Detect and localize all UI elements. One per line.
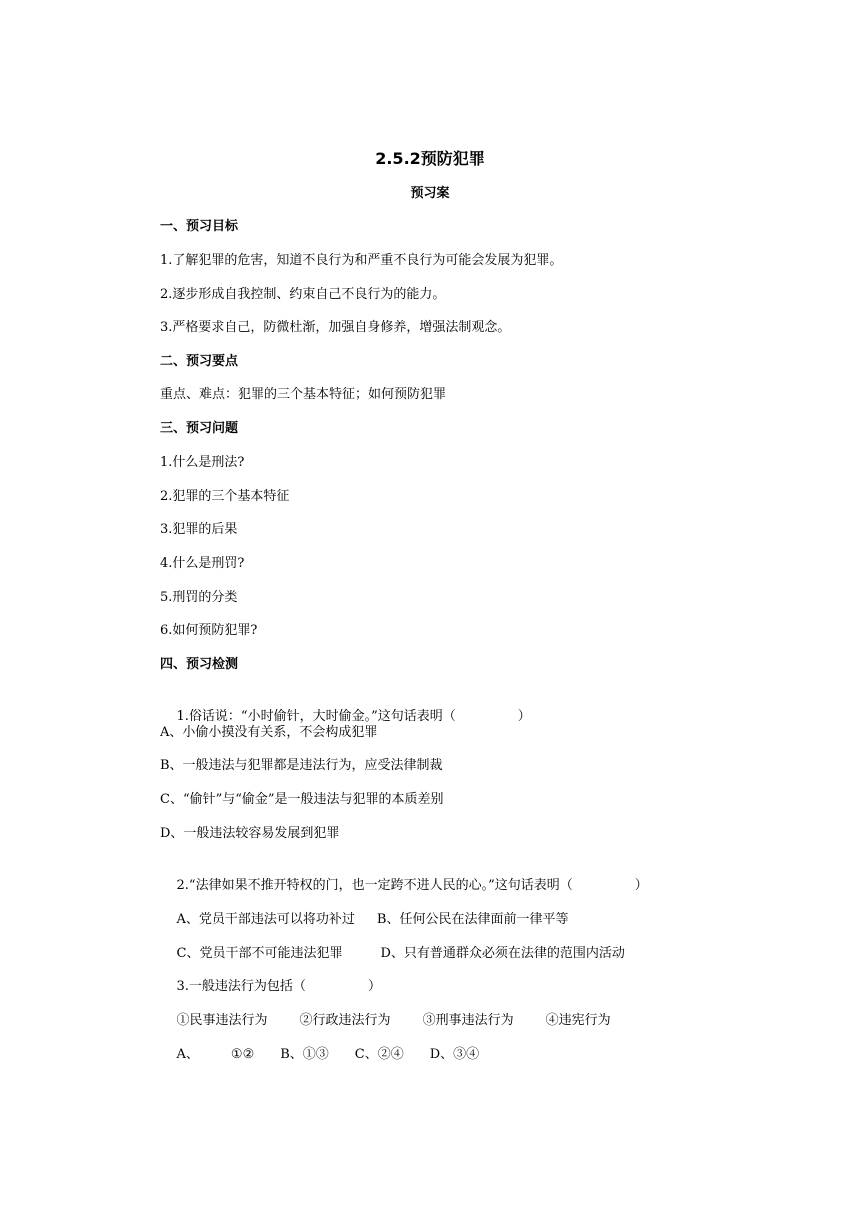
question-item: 2.犯罪的三个基本特征 xyxy=(160,489,290,504)
answer-option: A、 xyxy=(176,1047,199,1062)
answer-option: D、只有普通群众必须在法律的范围内活动 xyxy=(380,946,625,961)
section-heading-questions: 三、预习问题 xyxy=(160,421,239,436)
answer-option: B、一般违法与犯罪都是违法行为，应受法律制裁 xyxy=(160,758,443,773)
answer-option: A、党员干部违法可以将功补过 xyxy=(176,912,355,927)
question-item: 1.什么是刑法? xyxy=(160,455,245,470)
goal-item: 3.严格要求自己，防微杜渐，加强自身修养，增强法制观念。 xyxy=(160,320,511,335)
question-item: 4.什么是刑罚? xyxy=(160,556,245,571)
question-stem: 2.“法律如果不推开特权的门，也一定跨不进人民的心。”这句话表明（ xyxy=(176,878,573,893)
goal-item: 1.了解犯罪的危害，知道不良行为和严重不良行为可能会发展为犯罪。 xyxy=(160,253,563,268)
answer-option: D、一般违法较容易发展到犯罪 xyxy=(160,826,340,841)
answer-option: C、②④ xyxy=(354,1047,404,1062)
section-heading-goals: 一、预习目标 xyxy=(160,219,239,234)
section-heading-test: 四、预习检测 xyxy=(160,657,239,672)
statement: ③刑事违法行为 xyxy=(422,1013,514,1028)
section-heading-key-points: 二、预习要点 xyxy=(160,354,239,369)
answer-option: D、③④ xyxy=(429,1047,480,1062)
question-close: ） xyxy=(517,709,531,724)
question-close: ） xyxy=(634,878,648,893)
question-close: ） xyxy=(367,979,381,994)
document-subtitle: 预习案 xyxy=(410,186,450,201)
question-stem: 3.一般违法行为包括（ xyxy=(176,979,306,994)
goal-item: 2.逐步形成自我控制、约束自己不良行为的能力。 xyxy=(160,287,446,302)
question-stem: 1.俗话说：“小时偷针，大时偷金。”这句话表明（ xyxy=(176,709,456,724)
answer-option: A、小偷小摸没有关系，不会构成犯罪 xyxy=(160,725,378,740)
answer-option: C、党员干部不可能违法犯罪 xyxy=(176,946,343,961)
statement: ②行政违法行为 xyxy=(299,1013,391,1028)
question-item: 5.刑罚的分类 xyxy=(160,590,238,605)
key-points-text: 重点、难点：犯罪的三个基本特征；如何预防犯罪 xyxy=(160,387,447,402)
answer-option: C、“偷针”与“偷金”是一般违法与犯罪的本质差别 xyxy=(160,792,444,807)
document-title: 2.5.2预防犯罪 xyxy=(375,149,485,168)
answer-option: B、任何公民在法律面前一律平等 xyxy=(376,912,569,927)
statement: ①民事违法行为 xyxy=(176,1013,268,1028)
question-item: 3.犯罪的后果 xyxy=(160,522,238,537)
answer-option: B、①③ xyxy=(280,1047,329,1062)
answer-option: ①② xyxy=(230,1047,255,1062)
question-item: 6.如何预防犯罪? xyxy=(160,623,258,638)
answer-option-row xyxy=(160,1028,479,1082)
statement: ④违宪行为 xyxy=(545,1013,611,1028)
